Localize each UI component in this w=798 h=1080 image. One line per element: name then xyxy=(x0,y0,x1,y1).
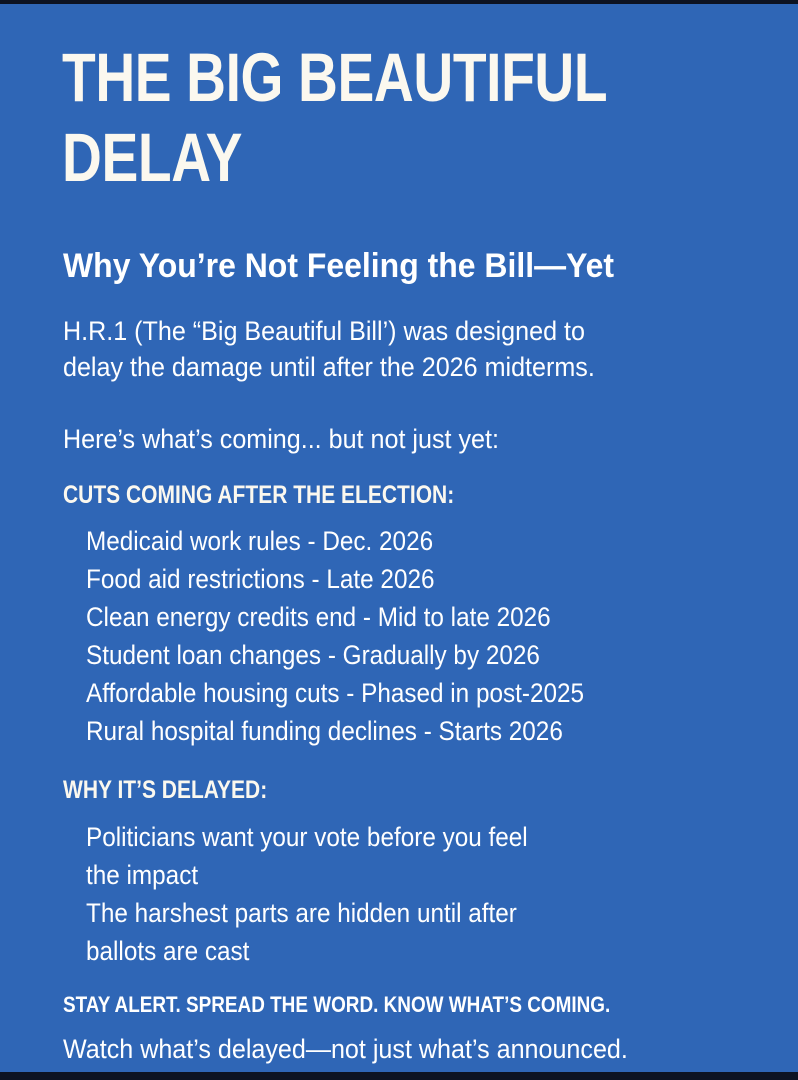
cut-item: Student loan changes - Gradually by 2026 xyxy=(86,640,540,670)
cut-item: Affordable housing cuts - Phased in post-2025 xyxy=(86,678,585,708)
intro-paragraph xyxy=(63,313,595,385)
intro-line-1: H.R.1 (The “Big Beautiful Bill’) was designed to xyxy=(63,316,585,346)
cuts-heading: CUTS COMING AFTER THE ELECTION: xyxy=(63,481,455,509)
why-item-line: The harshest parts are hidden until after xyxy=(86,898,517,928)
cut-item: Clean energy credits end - Mid to late 2026 xyxy=(86,602,551,632)
cuts-list xyxy=(86,522,584,750)
why-delayed-heading: WHY IT’S DELAYED: xyxy=(63,776,268,804)
cut-item: Rural hospital funding declines - Starts 2026 xyxy=(86,716,563,746)
coming-soon-text: Here’s what’s coming... but not just yet: xyxy=(63,424,499,454)
why-item xyxy=(86,818,528,894)
watch-delayed-message: Watch what’s delayed—not just what’s announced. xyxy=(63,1034,628,1064)
poster-title xyxy=(62,38,750,198)
title-line-1: THE BIG BEAUTIFUL xyxy=(62,39,608,116)
poster-subtitle: Why You’re Not Feeling the Bill—Yet xyxy=(63,247,615,285)
why-item-line: ballots are cast xyxy=(86,936,250,966)
cut-item: Medicaid work rules - Dec. 2026 xyxy=(86,526,434,556)
why-delayed-list xyxy=(86,818,528,970)
cut-item: Food aid restrictions - Late 2026 xyxy=(86,564,435,594)
why-item-line: the impact xyxy=(86,860,199,890)
title-line-2: DELAY xyxy=(62,119,243,196)
intro-line-2: delay the damage until after the 2026 midterms. xyxy=(63,352,595,382)
why-item-line: Politicians want your vote before you feel xyxy=(86,822,528,852)
stay-alert-banner: STAY ALERT. SPREAD THE WORD. KNOW WHAT’S COMING. xyxy=(63,992,611,1017)
why-item xyxy=(86,894,528,970)
